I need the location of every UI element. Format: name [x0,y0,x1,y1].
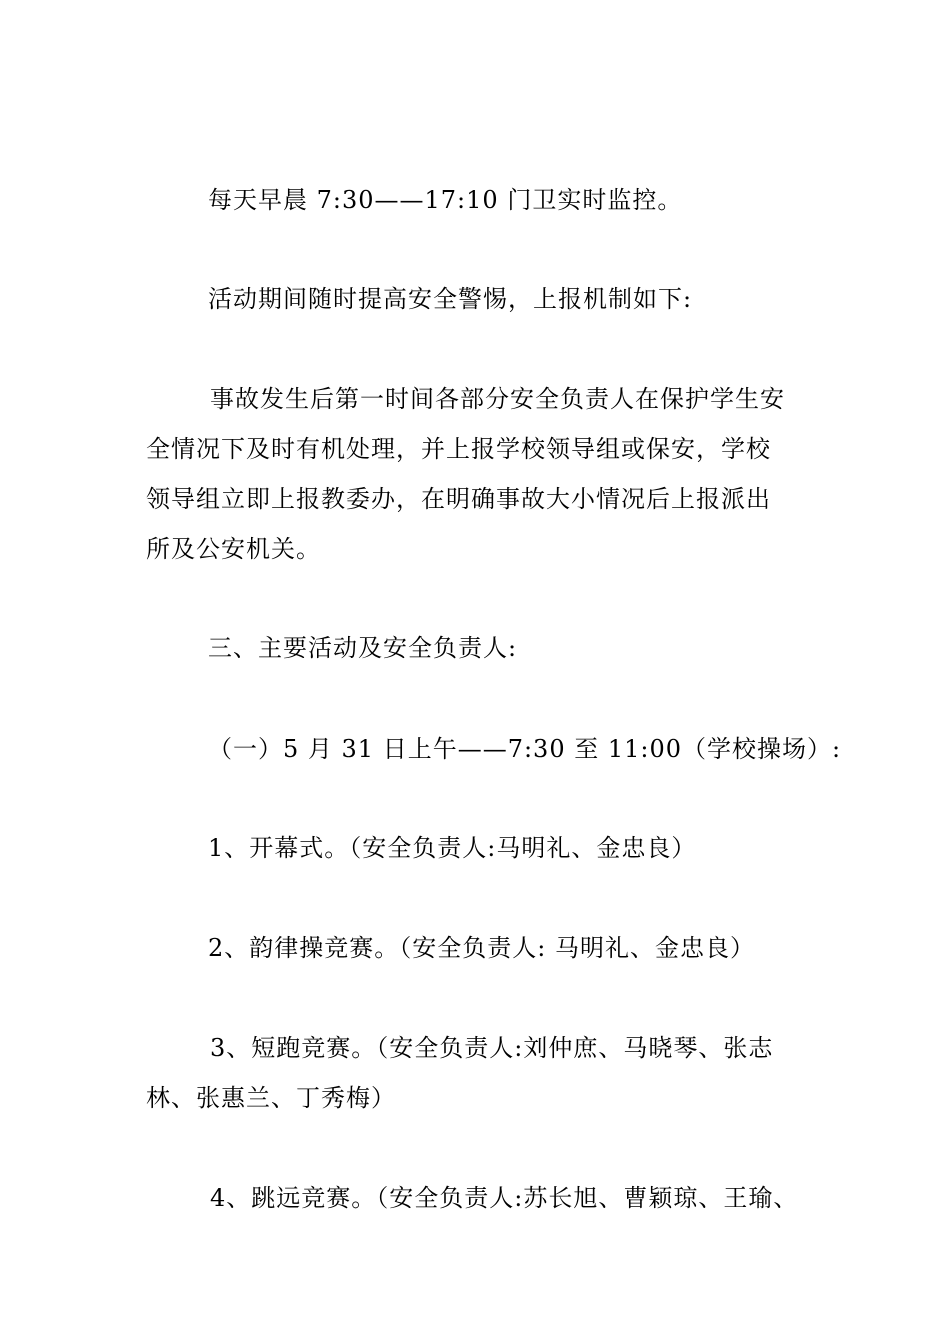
paragraph-line: 每天早晨 7:30——17:10 门卫实时监控。 [208,186,683,214]
paragraph-line: 领导组立即上报教委办，在明确事故大小情况后上报派出 [146,485,771,513]
section-heading: 三、主要活动及安全负责人: [208,634,518,662]
list-item-continuation: 林、张惠兰、丁秀梅） [146,1084,396,1112]
list-item: 3、短跑竞赛。（安全负责人:刘仲庶、马晓琴、张志 [210,1034,774,1062]
paragraph-line: 活动期间随时提高安全警惕，上报机制如下: [208,285,693,313]
list-item: 4、跳远竞赛。（安全负责人:苏长旭、曹颖琼、王瑜、 [210,1184,799,1212]
subsection-heading: （一）5 月 31 日上午——7:30 至 11:00（学校操场）: [208,735,842,763]
list-item: 2、韵律操竞赛。（安全负责人: 马明礼、金忠良） [208,934,755,962]
paragraph-line: 所及公安机关。 [146,535,321,563]
paragraph-line: 全情况下及时有机处理，并上报学校领导组或保安，学校 [146,435,771,463]
list-item: 1、开幕式。（安全负责人:马明礼、金忠良） [208,834,697,862]
paragraph-line: 事故发生后第一时间各部分安全负责人在保护学生安 [210,385,785,413]
